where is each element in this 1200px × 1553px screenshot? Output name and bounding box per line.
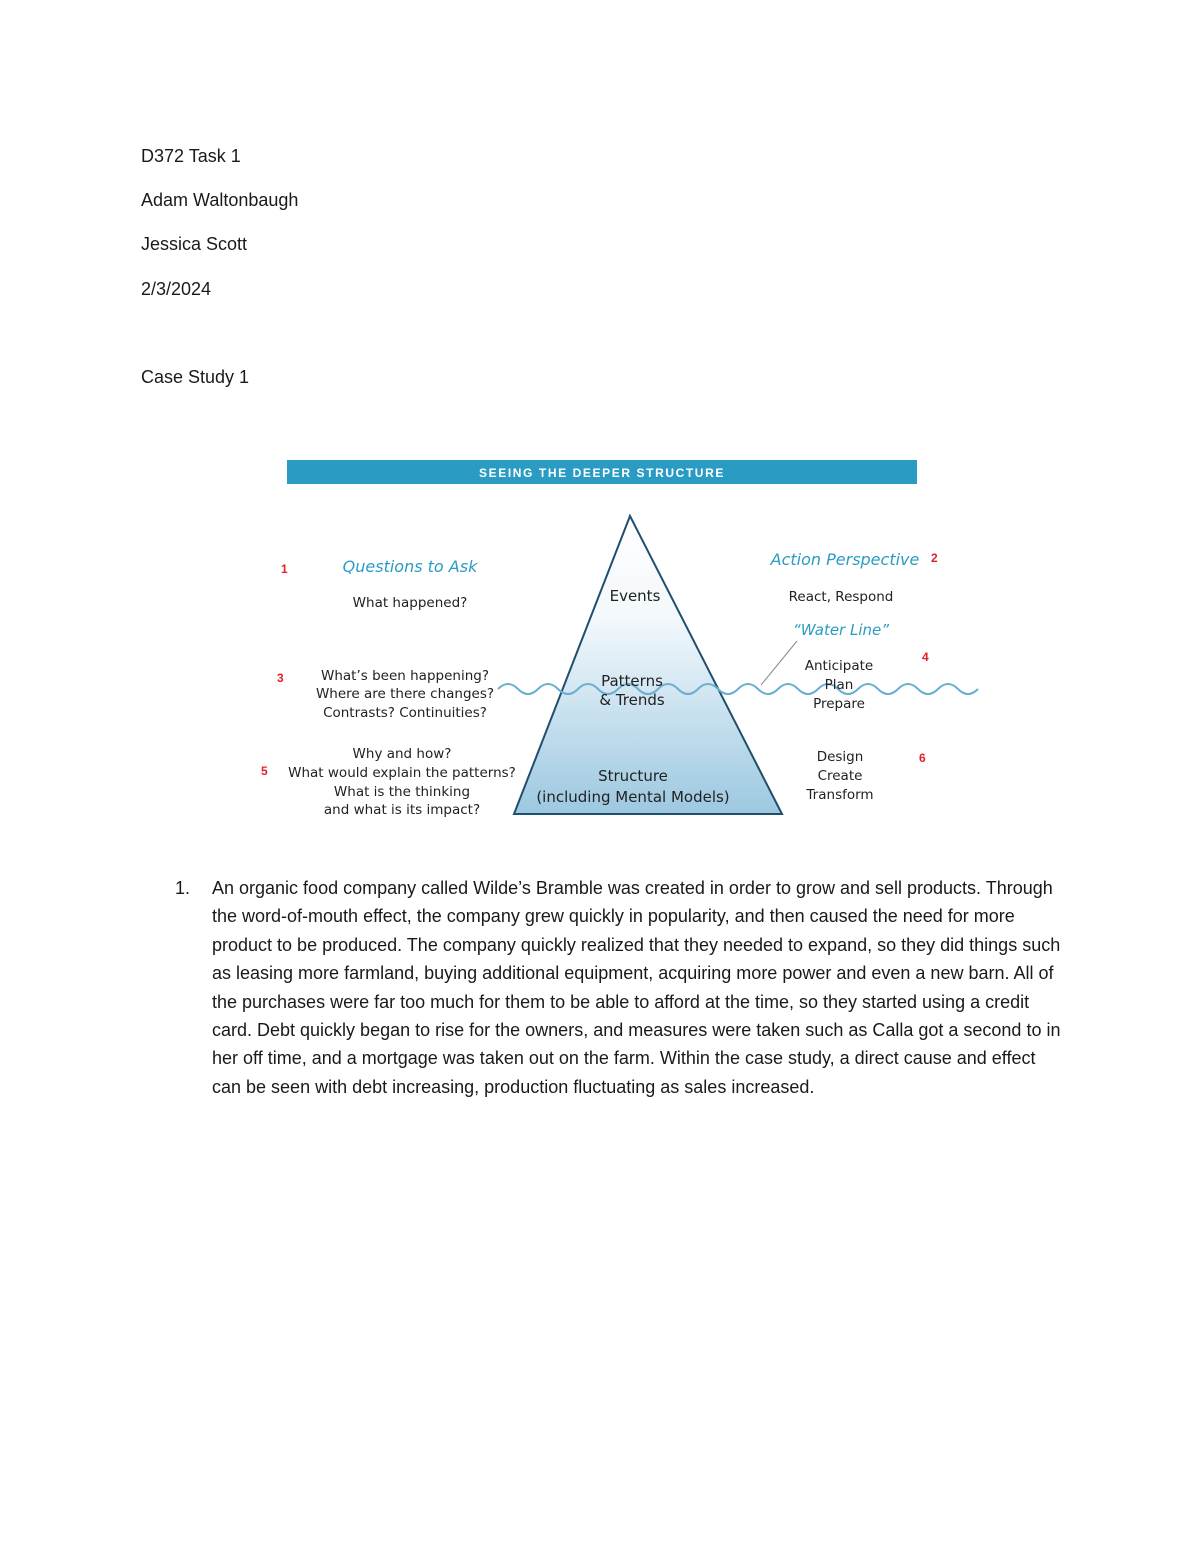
action-structure-1: Design: [816, 749, 864, 765]
level-structure-2: (including Mental Models): [536, 788, 730, 806]
list-item-text: An organic food company called Wilde’s Bramble was created in order to grow and sell products. Through the word-of-mouth effect, the company grew quickly in popularity, and then caused the need for more product to be produced. The company quickly realized that they needed to expand, so they did things such as leasing more farmland, buying additional equipment, acquiring more power and even a new barn. All of the purchases were far too much for them to be able to afford at the time, so they started using a credit card. Debt quickly began to rise for the owners, and measures were taken such as Calla got a second to in her off time, and a mortgage was taken out on the farm. Within the case study, a direct cause and effect can be seen with debt increasing, production fluctuating as sales increased.: [212, 878, 1061, 1097]
level-patterns-2: & Trends: [599, 691, 665, 709]
document-date: 2/3/2024: [141, 279, 212, 299]
action-patterns-3: Prepare: [813, 696, 865, 712]
level-patterns-1: Patterns: [601, 672, 663, 690]
question-patterns-2: Where are there changes?: [315, 686, 495, 702]
action-events: React, Respond: [788, 589, 894, 605]
iceberg-figure: [261, 459, 938, 831]
question-structure-4: and what is its impact?: [323, 802, 481, 818]
action-structure-3: Transform: [806, 787, 874, 803]
instructor-name: Jessica Scott: [141, 234, 248, 254]
question-structure-1: Why and how?: [352, 746, 452, 762]
marker-4: 4: [922, 650, 929, 664]
action-structure-2: Create: [817, 768, 863, 784]
question-structure-3: What is the thinking: [333, 784, 471, 800]
section-title: Case Study 1: [141, 367, 250, 387]
list-item-number: 1.: [175, 878, 191, 898]
action-patterns-2: Plan: [824, 677, 854, 693]
level-structure-1: Structure: [598, 767, 668, 785]
question-events: What happened?: [352, 595, 468, 611]
question-patterns-3: Contrasts? Continuities?: [323, 705, 487, 721]
marker-3: 3: [277, 671, 284, 685]
question-structure-2: What would explain the patterns?: [288, 765, 516, 781]
action-patterns-1: Anticipate: [804, 658, 874, 674]
marker-1: 1: [281, 562, 288, 576]
author-name: Adam Waltonbaugh: [141, 190, 299, 210]
marker-5: 5: [261, 764, 268, 778]
course-title: D372 Task 1: [141, 146, 241, 166]
action-heading: Action Perspective: [770, 550, 920, 569]
questions-heading: Questions to Ask: [342, 557, 478, 576]
banner-title: SEEING THE DEEPER STRUCTURE: [479, 466, 725, 480]
iceberg-diagram: [261, 459, 938, 831]
water-line-pointer: [761, 641, 797, 685]
marker-6: 6: [919, 751, 926, 765]
marker-2: 2: [931, 551, 938, 565]
water-line-label: “Water Line”: [792, 621, 890, 639]
level-events: Events: [609, 587, 661, 605]
question-patterns-1: What’s been happening?: [321, 668, 489, 684]
